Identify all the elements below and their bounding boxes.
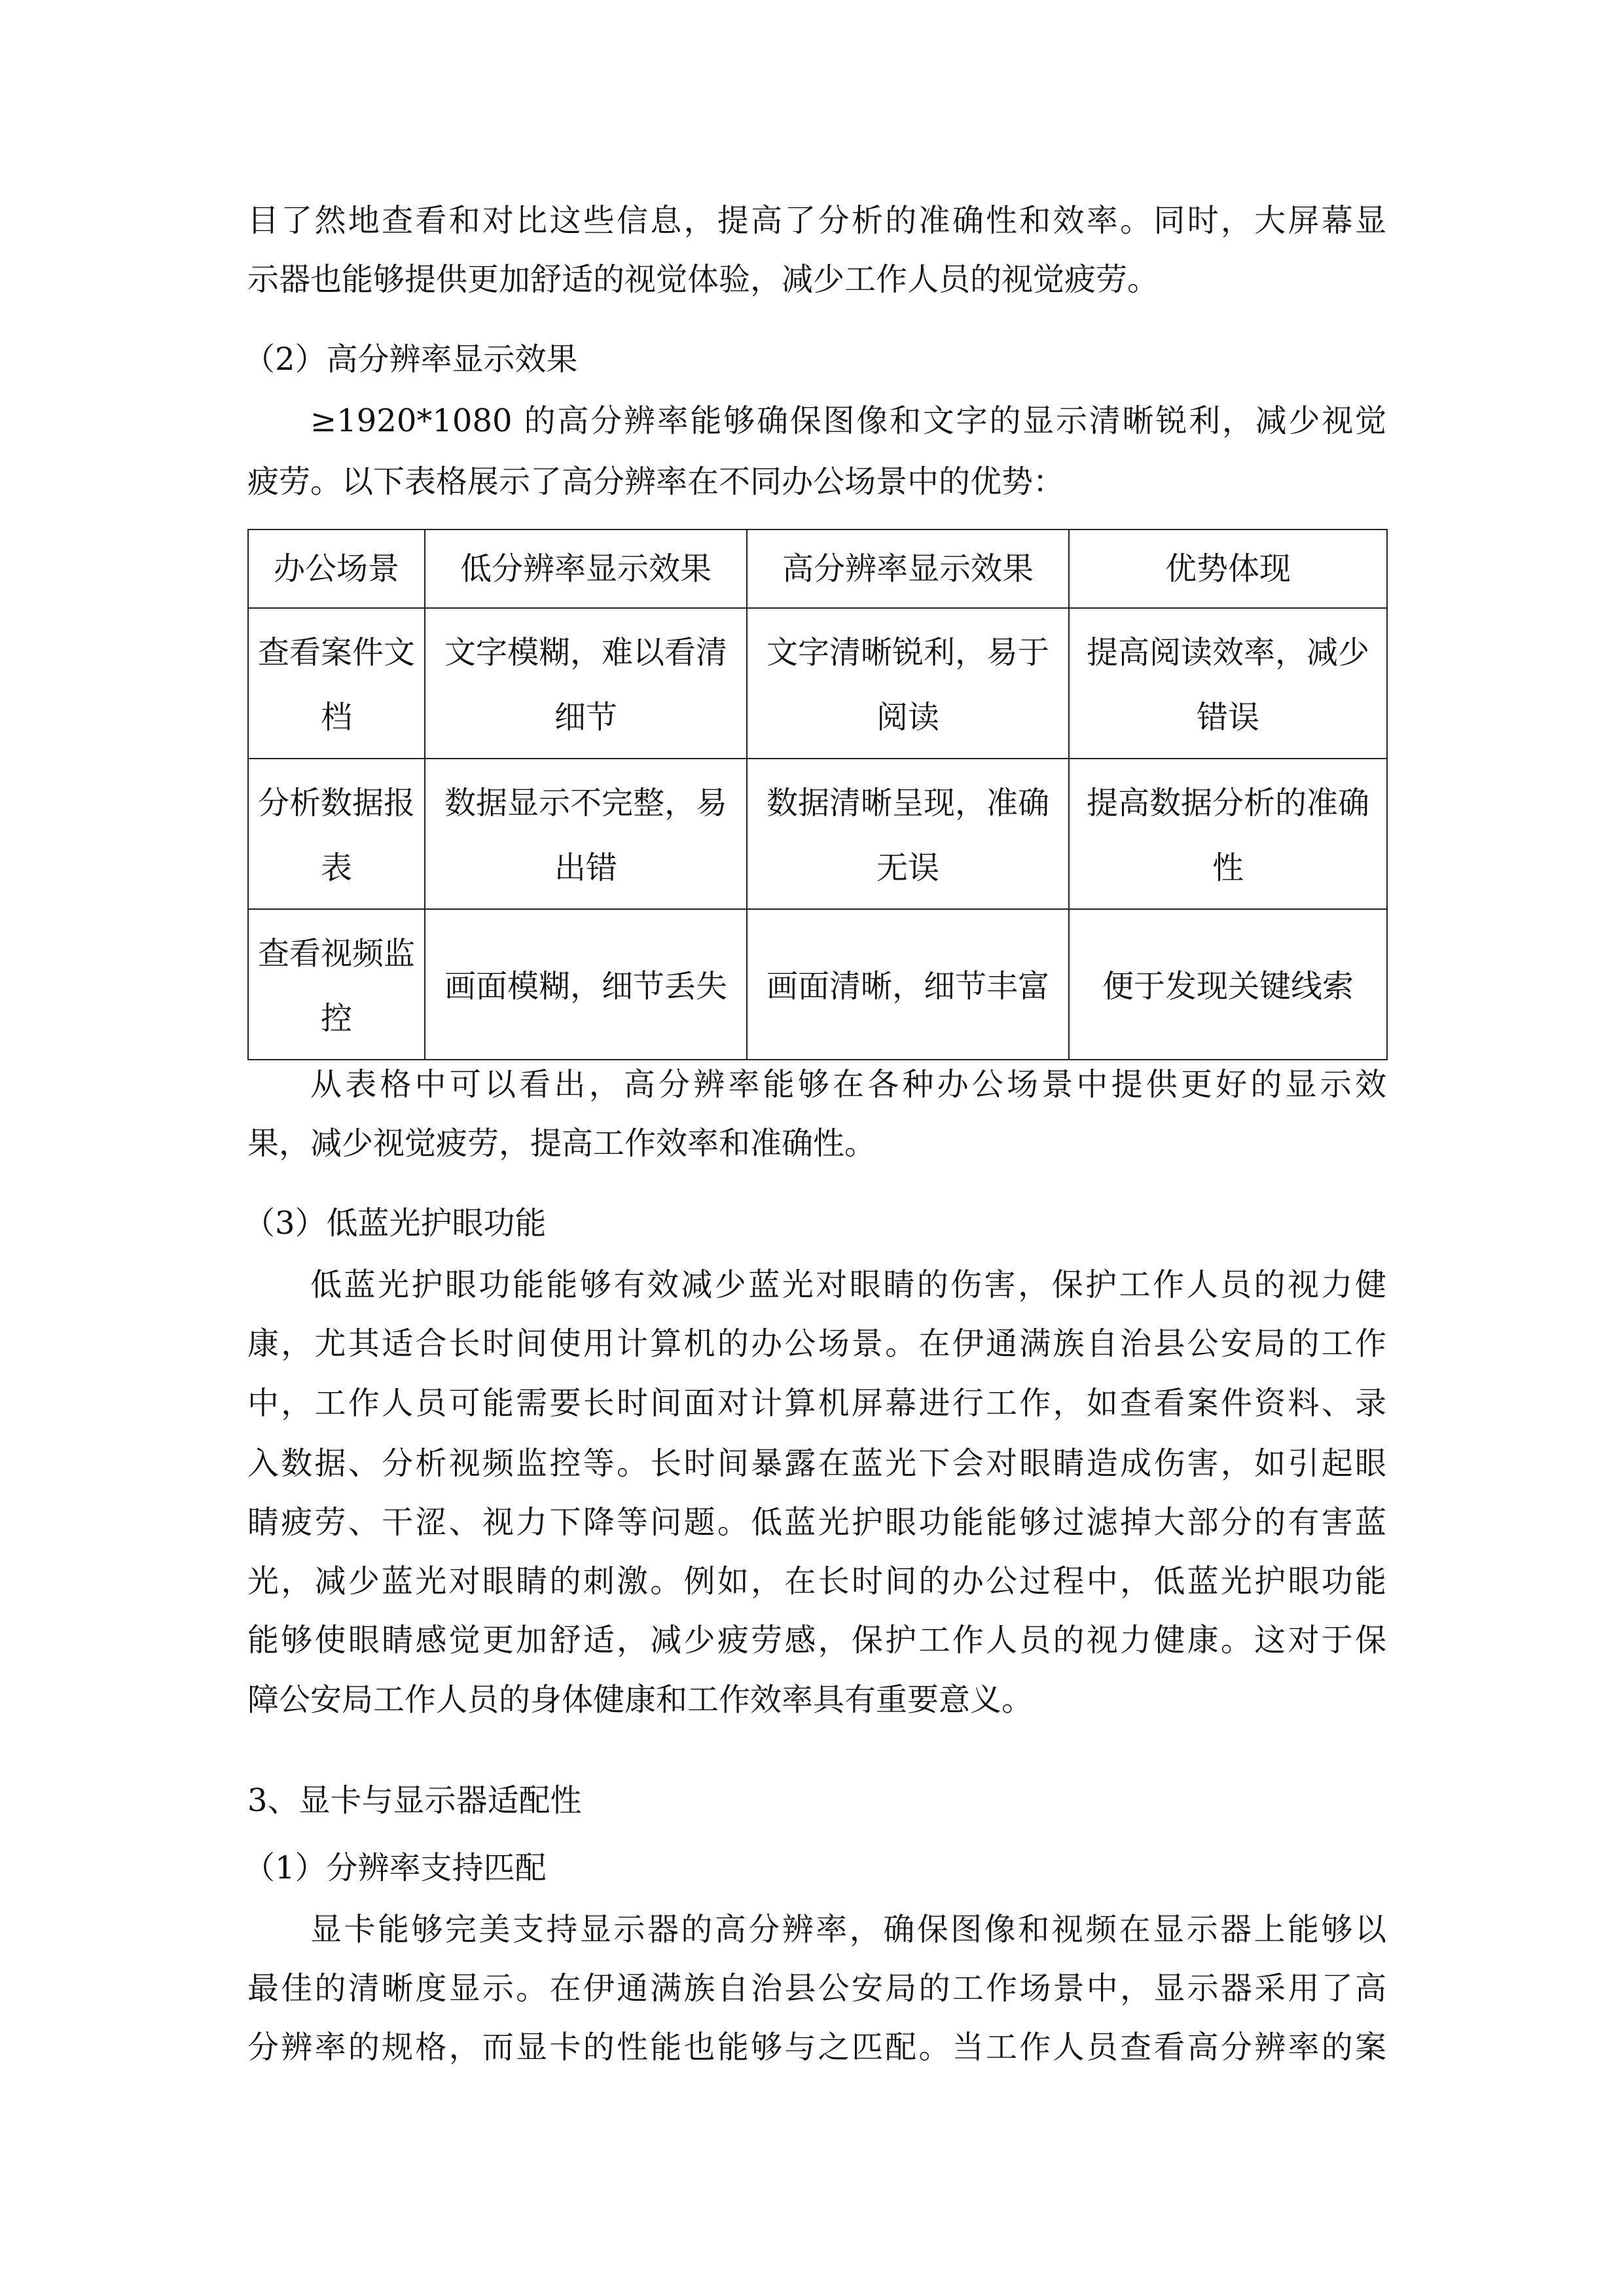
- resolution-comparison-table: [247, 529, 1388, 1060]
- table-header-advantage: 优势体现: [1069, 529, 1387, 608]
- after-table-line-1: 从表格中可以看出，高分辨率能够在各种办公场景中提供更好的显示效: [310, 1066, 1386, 1103]
- table-cell: 文字清晰锐利，易于阅读: [747, 608, 1069, 759]
- table-cell: 文字模糊，难以看清细节: [425, 608, 747, 759]
- table-cell: 数据显示不完整，易出错: [425, 759, 747, 909]
- chapter-3-line: 最佳的清晰度显示。在伊通满族自治县公安局的工作场景中，显示器采用了高: [247, 1970, 1386, 2007]
- table-row: [248, 608, 1387, 759]
- table-cell: 提高阅读效率，减少错误: [1069, 608, 1387, 759]
- chapter-3-subheading: （1）分辨率支持匹配: [244, 1850, 547, 1886]
- section-2-heading: （2）高分辨率显示效果: [244, 341, 578, 378]
- table-cell: 分析数据报表: [248, 759, 425, 909]
- chapter-3-line: 显卡能够完美支持显示器的高分辨率，确保图像和视频在显示器上能够以: [310, 1911, 1386, 1948]
- section-3-line: 光，减少蓝光对眼睛的刺激。例如，在长时间的办公过程中，低蓝光护眼功能: [247, 1563, 1386, 1600]
- section-2-line-1: ≥1920*1080 的高分辨率能够确保图像和文字的显示清晰锐利，减少视觉: [310, 403, 1386, 439]
- section-3-line: 睛疲劳、干涩、视力下降等问题。低蓝光护眼功能能够过滤掉大部分的有害蓝: [247, 1504, 1386, 1541]
- section-3-line: 低蓝光护眼功能能够有效减少蓝光对眼睛的伤害，保护工作人员的视力健: [310, 1266, 1386, 1303]
- table-row: [248, 909, 1387, 1060]
- section-3-line: 能够使眼睛感觉更加舒适，减少疲劳感，保护工作人员的视力健康。这对于保: [247, 1622, 1386, 1659]
- table-header-low-res: 低分辨率显示效果: [425, 529, 747, 608]
- table-cell: 便于发现关键线索: [1069, 909, 1387, 1060]
- table-cell: 画面模糊，细节丢失: [425, 909, 747, 1060]
- intro-line-2: 示器也能够提供更加舒适的视觉体验，减少工作人员的视觉疲劳。: [247, 261, 1159, 298]
- section-3-line: 中，工作人员可能需要长时间面对计算机屏幕进行工作，如查看案件资料、录: [247, 1385, 1386, 1422]
- table-header-row: [248, 529, 1387, 608]
- after-table-line-2: 果，减少视觉疲劳，提高工作效率和准确性。: [247, 1125, 876, 1162]
- section-3-line: 障公安局工作人员的身体健康和工作效率具有重要意义。: [247, 1681, 1034, 1718]
- table-cell: 查看案件文档: [248, 608, 425, 759]
- table-cell: 提高数据分析的准确性: [1069, 759, 1387, 909]
- table-header-high-res: 高分辨率显示效果: [747, 529, 1069, 608]
- section-3-line: 入数据、分析视频监控等。长时间暴露在蓝光下会对眼睛造成伤害，如引起眼: [247, 1445, 1386, 1482]
- table-cell: 数据清晰呈现，准确无误: [747, 759, 1069, 909]
- chapter-3-heading: 3、显卡与显示器适配性: [247, 1782, 582, 1819]
- chapter-3-line: 分辨率的规格，而显卡的性能也能够与之匹配。当工作人员查看高分辨率的案: [247, 2029, 1386, 2066]
- section-2-line-2: 疲劳。以下表格展示了高分辨率在不同办公场景中的优势：: [247, 463, 1065, 500]
- section-3-line: 康，尤其适合长时间使用计算机的办公场景。在伊通满族自治县公安局的工作: [247, 1325, 1386, 1362]
- intro-line-1: 目了然地查看和对比这些信息，提高了分析的准确性和效率。同时，大屏幕显: [247, 202, 1386, 239]
- table-cell: 查看视频监控: [248, 909, 425, 1060]
- table-header-scene: 办公场景: [248, 529, 425, 608]
- table-row: [248, 759, 1387, 909]
- table-cell: 画面清晰，细节丰富: [747, 909, 1069, 1060]
- section-3-heading: （3）低蓝光护眼功能: [244, 1205, 547, 1242]
